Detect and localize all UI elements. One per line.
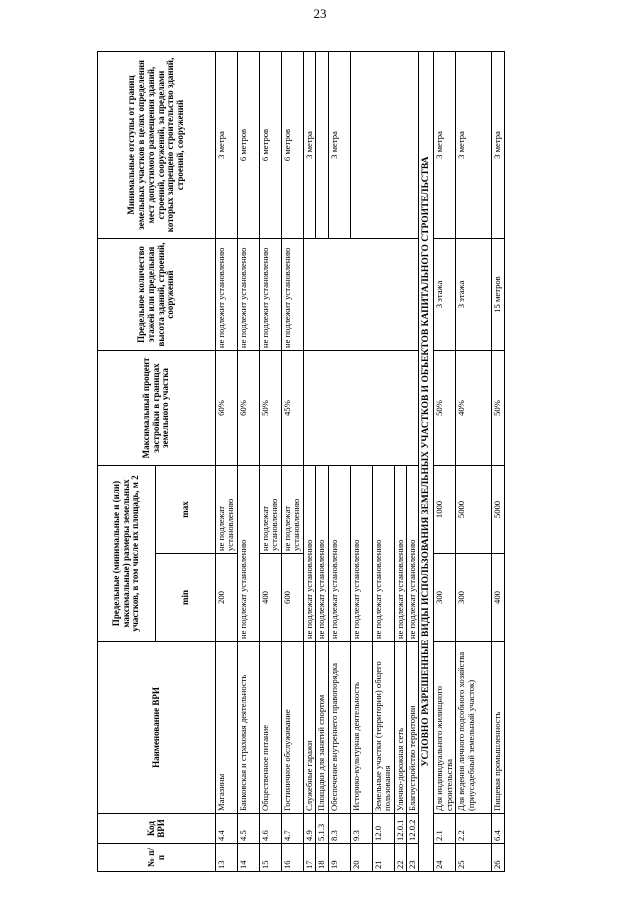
row-name: Гостиничное обслуживание [282, 642, 304, 814]
row-name: Для ведения личного подсобного хозяйства (приусадебный земельный участок) [456, 642, 492, 814]
row-num: 23 [406, 844, 418, 872]
table-row [216, 52, 238, 872]
row-sizes: не подлежат установлению [238, 466, 260, 642]
row-sizes: не подлежат установлению [304, 466, 316, 642]
header-min: min [156, 554, 216, 642]
row-setback: 3 метра [328, 52, 350, 239]
table-row [238, 52, 260, 872]
regulations-table [97, 51, 505, 872]
row-sizes: не подлежат установлению [406, 466, 418, 642]
row-name: Земельные участки (территории) общего пользования [372, 642, 394, 814]
row-code: 6.4 [492, 814, 504, 844]
row-num: 17 [304, 844, 316, 872]
row-percent: 50% [434, 351, 456, 466]
header-num: № п/п [98, 844, 216, 872]
row-floors: не подлежит установлению [282, 239, 304, 351]
row-num: 21 [372, 844, 394, 872]
row-num: 19 [328, 844, 350, 872]
row-code: 8.3 [328, 814, 350, 844]
page-number: 23 [313, 6, 327, 21]
table-row [456, 52, 492, 872]
row-num: 18 [316, 844, 328, 872]
row-name: Историко-культурная деятельность [350, 642, 372, 814]
row-floors: 15 метров [492, 239, 504, 351]
row-setback: 3 метра [456, 52, 492, 239]
row-floors-empty [304, 239, 419, 351]
table-row [492, 52, 504, 872]
row-sizes: не подлежат установлению [316, 466, 328, 642]
row-num: 16 [282, 844, 304, 872]
header-code: Код ВРИ [98, 814, 216, 844]
row-percent-empty [304, 351, 419, 466]
row-code: 12.0 [372, 814, 394, 844]
row-code: 4.5 [238, 814, 260, 844]
row-num: 25 [456, 844, 492, 872]
row-sizes: не подлежат установлению [394, 466, 406, 642]
row-num: 13 [216, 844, 238, 872]
row-min: 300 [434, 554, 456, 642]
rotated-table-container [97, 52, 517, 872]
row-percent: 50% [492, 351, 504, 466]
row-max: не подлежат установлению [216, 466, 238, 554]
header-floors: Предельное количество этажей или предельная высота зданий, строений, сооружений [98, 239, 216, 351]
row-max: не подлежат установлению [282, 466, 304, 554]
header-percent: Максимальный процент застройки в границах земельного участка [98, 351, 216, 466]
row-max: не подлежат установлению [260, 466, 282, 554]
header-sizes: Предельные (минимальные и (или) максимальные) размеры земельных участков, в том числе их площадь, м 2 [98, 466, 156, 642]
row-name: Общественное питание [260, 642, 282, 814]
row-setback: 3 метра [492, 52, 504, 239]
header-setback: Минимальные отступы от границ земельных участков в целях определения мест допустимого размещения зданий, строений, сооружений, за пределами которых запрещено строительство зданий, строений, сооружений [98, 52, 216, 239]
row-min: 600 [282, 554, 304, 642]
row-sizes: не подлежат установлению [350, 466, 372, 642]
row-name: Магазины [216, 642, 238, 814]
row-code: 2.1 [434, 814, 456, 844]
row-setback: 3 метра [434, 52, 456, 239]
row-sizes: не подлежат установлению [328, 466, 350, 642]
row-code: 2.2 [456, 814, 492, 844]
table-row [282, 52, 304, 872]
row-setback: 3 метра [304, 52, 316, 239]
row-sizes: не подлежат установлению [372, 466, 394, 642]
header-name: Наименование ВРИ [98, 642, 216, 814]
row-code: 4.6 [260, 814, 282, 844]
row-name: Служебные гаражи [304, 642, 316, 814]
row-num: 14 [238, 844, 260, 872]
table-row [304, 52, 316, 872]
row-code: 12.0.1 [394, 814, 406, 844]
row-name: Для индивидуального жилищного строительства [434, 642, 456, 814]
section-row [419, 52, 434, 872]
row-name: Обеспечение внутреннего правопорядка [328, 642, 350, 814]
row-min: 200 [216, 554, 238, 642]
row-name: Улично-дорожная сеть [394, 642, 406, 814]
row-floors: не подлежит установлению [238, 239, 260, 351]
row-min: 400 [260, 554, 282, 642]
row-max: 1000 [434, 466, 456, 554]
row-min: 400 [492, 554, 504, 642]
row-setback: 3 метра [216, 52, 238, 239]
row-setback: 6 метров [238, 52, 260, 239]
row-setback: 6 метров [282, 52, 304, 239]
row-num: 15 [260, 844, 282, 872]
row-setback-empty [316, 52, 328, 239]
row-floors: не подлежит установлению [216, 239, 238, 351]
row-floors: 3 этажа [456, 239, 492, 351]
row-code: 5.1.3 [316, 814, 328, 844]
row-setback: 6 метров [260, 52, 282, 239]
row-code: 12.0.2 [406, 814, 418, 844]
header-max: max [156, 466, 216, 554]
row-max: 5000 [492, 466, 504, 554]
row-floors: не подлежит установлению [260, 239, 282, 351]
row-floors: 3 этажа [434, 239, 456, 351]
row-code: 4.7 [282, 814, 304, 844]
row-max: 5000 [456, 466, 492, 554]
row-percent: 60% [216, 351, 238, 466]
row-min: 300 [456, 554, 492, 642]
row-setback-empty [350, 52, 419, 239]
row-percent: 60% [238, 351, 260, 466]
row-num: 20 [350, 844, 372, 872]
row-code: 9.3 [350, 814, 372, 844]
row-name: Банковская и страховая деятельность [238, 642, 260, 814]
row-name: Пищевая промышленность [492, 642, 504, 814]
row-percent: 50% [260, 351, 282, 466]
row-num: 24 [434, 844, 456, 872]
row-percent: 40% [456, 351, 492, 466]
table-row [260, 52, 282, 872]
row-code: 4.4 [216, 814, 238, 844]
table-row [434, 52, 456, 872]
row-code: 4.9 [304, 814, 316, 844]
row-percent: 45% [282, 351, 304, 466]
section-title: УСЛОВНО РАЗРЕШЕННЫЕ ВИДЫ ИСПОЛЬЗОВАНИЯ ЗЕМЕЛЬНЫХ УЧАСТКОВ И ОБЪЕКТОВ КАПИТАЛЬНОГО СТРОИТЕЛЬСТВА [419, 52, 434, 872]
row-num: 26 [492, 844, 504, 872]
row-num: 22 [394, 844, 406, 872]
row-name: Площадки для занятий спортом [316, 642, 328, 814]
row-name: Благоустройство территории [406, 642, 418, 814]
